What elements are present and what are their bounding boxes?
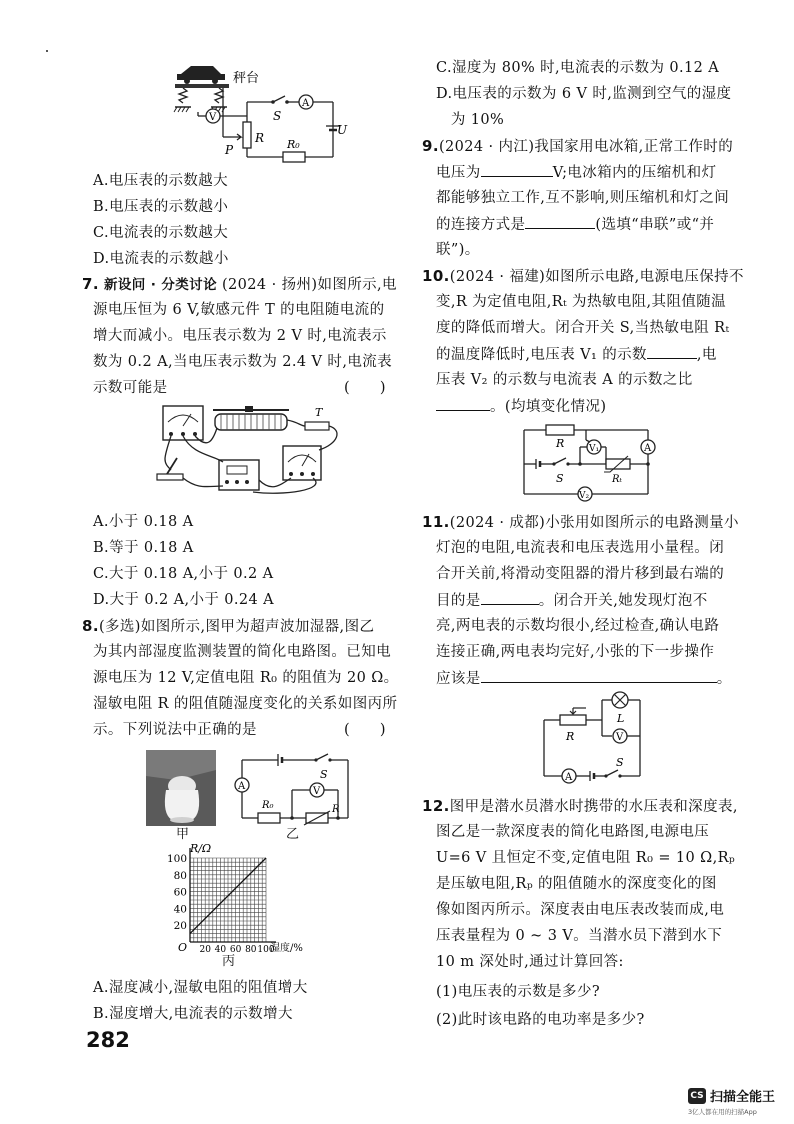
q7-answer-paren[interactable]: ( ) [344,380,386,396]
q8-r-label: R [332,804,340,815]
q8-option-d-cont: 为 10% [436,112,505,128]
q12-text-1: 图甲是潜水员潜水时携带的水压表和深度表, [449,799,738,815]
q6-option-a[interactable]: A.电压表的示数越大 [93,173,229,189]
rheostat-label: R [255,131,265,145]
q7-text-2: 源电压恒为 6 V,敏感元件 T 的电阻随电流的 [93,302,385,318]
q11-blank-next-step[interactable] [481,668,717,683]
chart-x-tick-label: 100 [257,945,275,955]
q8-switch-label: S [320,768,328,781]
q7-text-1: (2024 · 扬州)如图所示,电 [222,277,397,293]
q9-text-6: (选填“串联”或“并 [595,217,715,233]
ammeter-label: A [302,98,310,109]
scanner-app-slogan: 3亿人都在用的扫描App [688,1108,757,1116]
q7-option-a[interactable]: A.小于 0.18 A [93,514,194,530]
q9-text-7: 联”)。 [436,242,480,258]
q8-line-1 [82,616,374,637]
q9-line-2 [436,162,716,183]
q7-line-1 [82,274,397,295]
q12-text-3: U=6 V 且恒定不变,定值电阻 R₀ = 10 Ω,Rₚ [436,850,736,866]
q8-option-a[interactable]: A.湿度减小,湿敏电阻的阻值增大 [93,980,308,996]
q7-number: 7. [82,275,99,293]
chart-x-tick-label: 40 [214,945,227,955]
q10-thermistor-circuit [520,422,665,504]
q10-text-5: ,电 [696,347,717,363]
q11-number: 11. [422,513,450,531]
q8-answer-paren[interactable]: ( ) [344,722,386,738]
humidity-circuit [236,752,356,824]
q10-switch-label: S [556,472,564,485]
chart-x-tick-label: 80 [245,945,257,955]
q9-text-4: 都能够独立工作,互不影响,则压缩机和灯之间 [436,190,730,206]
q8-option-c[interactable]: C.湿度为 80% 时,电流表的示数为 0.12 A [436,60,720,76]
fig-jia-label: 甲 [176,827,190,842]
q8-number: 8. [82,617,99,635]
q11-text-8: 应该是 [436,671,481,687]
voltmeter-label: V [209,112,217,123]
q10-text-3: 度的降低而增大。闭合开关 S,当热敏电阻 Rₜ [436,320,730,336]
q10-v1-label: V₁ [589,444,600,454]
q7-apparatus-figure [153,400,353,500]
q9-text-2: 电压为 [436,165,481,181]
q12-number: 12. [422,797,450,815]
element-t-label: T [315,406,323,419]
q11-lamp-label: L [617,712,625,725]
q11-text-1: (2024 · 成都)小张用如图所示的电路测量小 [449,515,739,531]
q9-blank-connection[interactable] [525,214,595,229]
q12-text-4: 是压敏电阻,Rₚ 的阻值随水的深度变化的图 [436,876,717,892]
chart-y-tick-label: 60 [173,886,187,899]
q10-text-4: 的温度降低时,电压表 V₁ 的示数 [436,347,647,363]
chart-x-axis-label: 湿度/% [270,943,303,954]
q6-scale-circuit [173,62,413,170]
q8-option-d[interactable]: D.电压表的示数为 6 V 时,监测到空气的湿度 [436,86,732,102]
q6-option-c[interactable]: C.电流表的示数越大 [93,225,229,241]
q11-text-3: 合开关前,将滑动变阻器的滑片移到最右端的 [436,566,725,582]
q7-text-5: 示数可能是 [93,380,168,396]
scanner-app-name: 扫描全能王 [710,1090,776,1105]
q10-v2-label: V₂ [579,491,590,501]
switch-label: S [273,109,282,123]
q10-line-1 [422,266,744,287]
scanner-logo-icon: CS [688,1088,706,1104]
q11-lamp-circuit [540,690,660,786]
q10-r-label: R [556,437,565,450]
source-label: U [337,123,348,137]
chart-grid [190,848,276,942]
q11-rheostat-label: R [566,730,575,743]
humidifier-photo [146,750,216,826]
q12-text-7: 10 m 深处时,通过计算回答: [436,954,624,970]
platform-label: 秤台 [233,71,260,86]
fig-yi-label: 乙 [286,827,300,842]
q8-ammeter-label: A [238,781,246,792]
q7-text-3: 增大而减小。电压表示数为 2 V 时,电流表示 [93,328,387,344]
q11-ammeter-label: A [565,772,573,783]
q8-text-5: 示。下列说法中正确的是 [93,722,257,738]
q9-line-5 [436,214,714,235]
chart-x-tick-label: 20 [199,945,211,955]
q10-line-4 [436,344,717,365]
page-number: 282 [86,1028,130,1052]
q9-text-1: (2024 · 内江)我国家用电冰箱,正常工作时的 [438,139,734,155]
q8-text-1: (多选)如图所示,图甲为超声波加湿器,图乙 [98,619,375,635]
q8-text-2: 为其内部湿度监测装置的简化电路图。已知电 [93,644,391,660]
q12-line-1 [422,796,738,817]
q11-text-7: 连接正确,两电表均完好,小张的下一步操作 [436,644,715,660]
q8-text-4: 湿敏电阻 R 的阻值随湿度变化的关系如图丙所 [93,696,398,712]
q12-text-5: 像如图丙所示。深度表由电压表改装而成,电 [436,902,725,918]
q9-text-5: 的连接方式是 [436,217,526,233]
q10-blank-v1[interactable] [647,344,697,359]
q10-text-2: 变,R 为定值电阻,Rₜ 为热敏电阻,其阻值随温 [436,294,727,310]
humidity-resistance-chart [158,838,318,958]
q9-blank-voltage[interactable] [481,162,553,177]
q8-text-3: 源电压为 12 V,定值电阻 R₀ 的阻值为 20 Ω。 [93,670,399,686]
q8-r0-label: R₀ [262,800,274,811]
scan-speck [46,50,48,52]
chart-y-tick-label: 20 [173,920,187,933]
q11-blank-purpose[interactable] [481,590,539,605]
scanner-watermark [688,1086,782,1120]
q11-switch-label: S [616,756,624,769]
q7-option-b[interactable]: B.等于 0.18 A [93,540,194,556]
q11-line-8 [436,668,732,689]
q10-text-6: 压表 V₂ 的示数与电流表 A 的示数之比 [436,372,693,388]
q9-number: 9. [422,137,439,155]
q9-text-3: V;电冰箱内的压缩机和灯 [552,165,717,181]
chart-y-tick-label: 80 [173,869,187,882]
q8-voltmeter-label: V [313,786,321,797]
q12-text-6: 压表量程为 0 ~ 3 V。当潜水员下潜到水下 [436,928,723,944]
q7-option-d[interactable]: D.大于 0.2 A,小于 0.24 A [93,592,275,608]
q12-text-2: 图乙是一款深度表的简化电路图,电源电压 [436,824,710,840]
chart-y-axis-label: R/Ω [190,842,212,855]
r0-label: R₀ [287,138,300,151]
q8-option-b[interactable]: B.湿度增大,电流表的示数增大 [93,1006,293,1022]
q10-ammeter-label: A [644,443,652,454]
q11-line-1 [422,512,739,533]
chart-origin-label: O [178,941,188,954]
q10-rt-label: Rₜ [612,474,622,485]
q10-line-7 [436,396,606,417]
q10-blank-ratio[interactable] [436,396,490,411]
q11-text-4: 目的是 [436,593,481,609]
q11-line-4 [436,590,708,611]
q7-text-4: 数为 0.2 A,当电压表示数为 2.4 V 时,电流表 [93,354,393,370]
chart-x-tick-label: 60 [229,945,242,955]
q10-text-1: (2024 · 福建)如图所示电路,电源电压保持不 [449,269,744,285]
q10-text-7: 。(均填变化情况) [490,399,607,415]
q11-text-6: 亮,两电表的示数均很小,经过检查,确认电路 [436,618,720,634]
q7-tag: 新设问 · 分类讨论 [103,277,217,293]
q11-text-9: 。 [716,671,732,687]
chart-y-tick-label: 40 [173,903,187,916]
q11-voltmeter-label: V [616,732,624,743]
q10-number: 10. [422,267,450,285]
q7-option-c[interactable]: C.大于 0.18 A,小于 0.2 A [93,566,274,582]
q11-text-2: 灯泡的电阻,电流表和电压表选用小量程。闭 [436,540,725,556]
q6-option-d[interactable]: D.电流表的示数越小 [93,251,229,267]
q11-text-5: 。闭合开关,她发现灯泡不 [538,593,708,609]
q9-line-1 [422,136,733,157]
q6-option-b[interactable]: B.电压表的示数越小 [93,199,229,215]
q12-sub-2: (2)此时该电路的电功率是多少? [436,1012,645,1028]
fig-bing-label: 丙 [222,954,236,969]
slider-label: P [225,143,234,157]
chart-y-tick-label: 100 [166,853,187,865]
q12-sub-1: (1)电压表的示数是多少? [436,984,601,1000]
